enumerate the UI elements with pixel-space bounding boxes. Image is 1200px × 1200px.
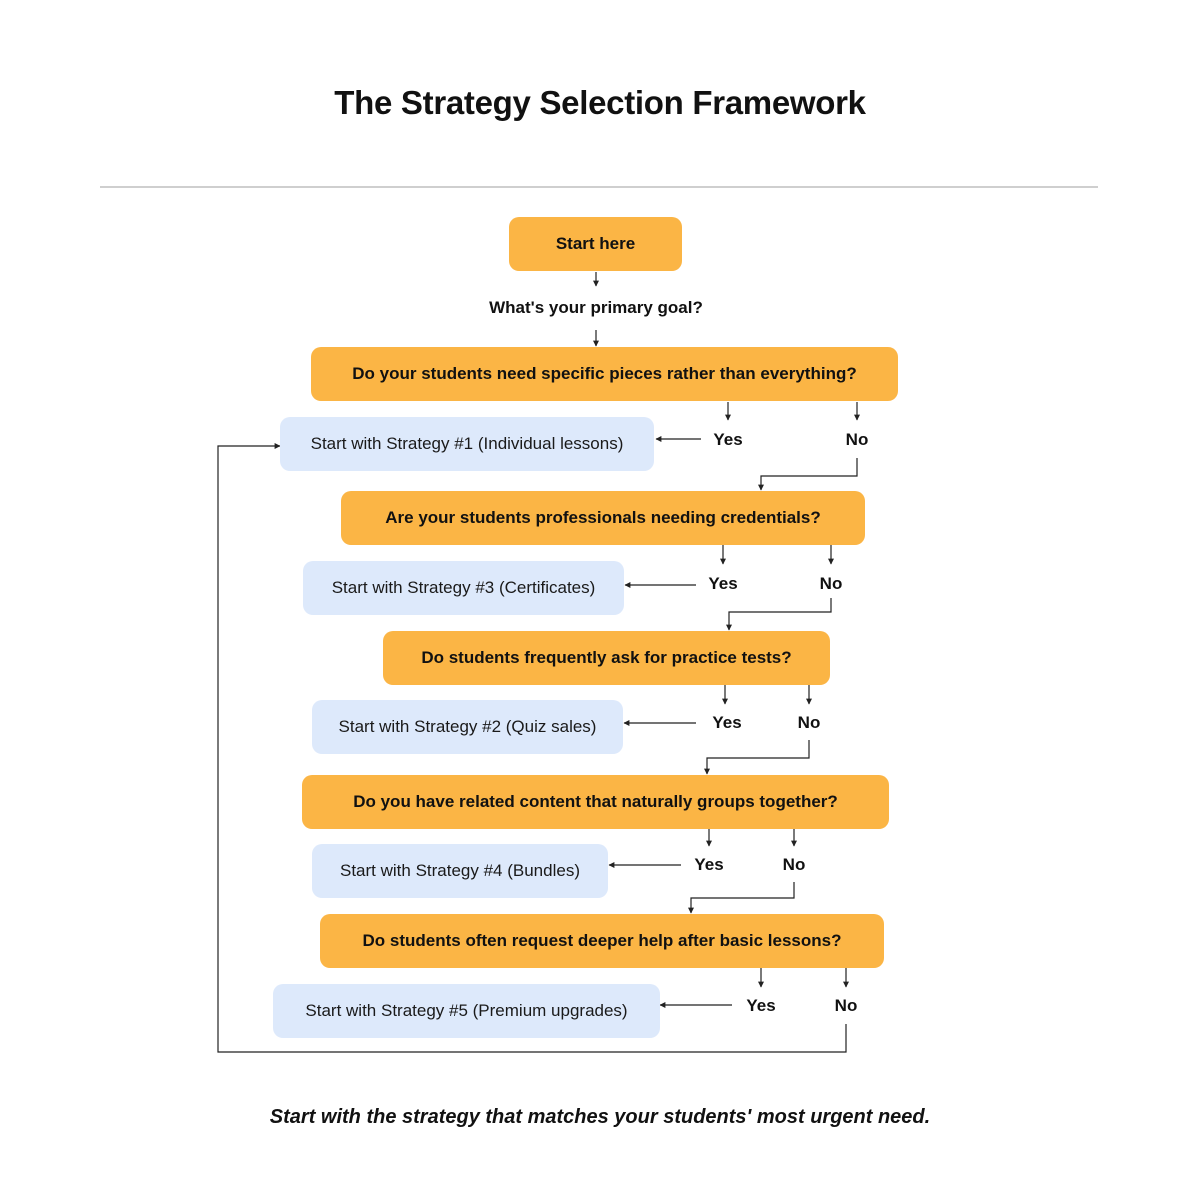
arrow-no2-q3 <box>729 598 831 630</box>
strategy-2: Start with Strategy #2 (Quiz sales) <box>312 700 623 754</box>
no-label-3: No <box>797 713 821 732</box>
question-2: Are your students professionals needing credentials? <box>341 491 865 545</box>
strategy-3: Start with Strategy #3 (Certificates) <box>303 561 624 615</box>
question-5: Do students often request deeper help after basic lessons? <box>320 914 884 968</box>
arrow-no3-q4 <box>707 740 809 774</box>
footer-note: Start with the strategy that matches your students' most urgent need. <box>269 1106 931 1128</box>
yes-label-4: Yes <box>694 855 724 874</box>
yes-label-3: Yes <box>712 713 742 732</box>
page-title: The Strategy Selection Framework <box>334 84 866 121</box>
strategy-1: Start with Strategy #1 (Individual lessons) <box>280 417 654 471</box>
question-3: Do students frequently ask for practice tests? <box>383 631 830 685</box>
yes-label-5: Yes <box>746 996 776 1015</box>
strategy-4: Start with Strategy #4 (Bundles) <box>312 844 608 898</box>
question-4: Do you have related content that naturally groups together? <box>302 775 889 829</box>
yes-label-2: Yes <box>708 574 738 593</box>
question-1: Do your students need specific pieces rather than everything? <box>311 347 898 401</box>
arrow-no4-q5 <box>691 882 794 913</box>
no-label-1: No <box>845 430 869 449</box>
arrow-no1-q2 <box>761 458 857 490</box>
strategy-5: Start with Strategy #5 (Premium upgrades) <box>273 984 660 1038</box>
primary-goal-label: What's your primary goal? <box>489 298 703 317</box>
yes-label-1: Yes <box>713 430 743 449</box>
start-node: Start here <box>509 217 682 271</box>
no-label-2: No <box>819 574 843 593</box>
no-label-5: No <box>834 996 858 1015</box>
no-label-4: No <box>782 855 806 874</box>
